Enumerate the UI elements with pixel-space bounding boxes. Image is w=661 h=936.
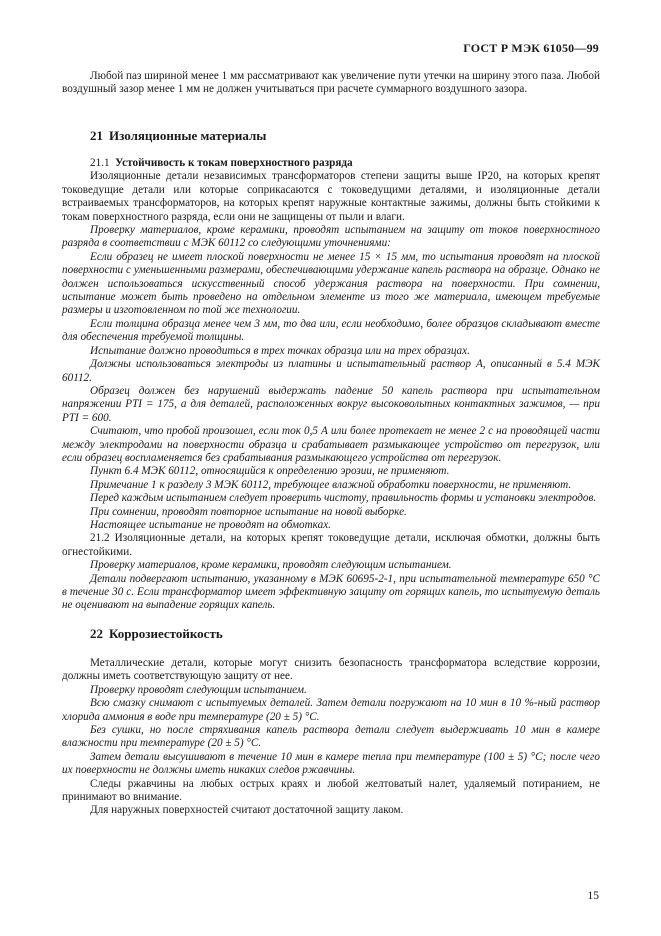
section-21-body [62, 157, 600, 613]
section-heading-22 [90, 626, 229, 642]
paragraph: Любой паз шириной менее 1 мм рассматривают как увеличение пути утечки на ширину этого паза. Любой воздушный зазор менее 1 мм не должен учитываться при расчете суммарного воздушного зазора. [62, 70, 600, 96]
paragraph: Если толщина образца менее чем 3 мм, то два или, если необходимо, более образцов складывают вместе для обеспечения требуемой толщины. [62, 317, 600, 344]
paragraph: Образец должен без нарушений выдержать падение 50 капель раствора при испытательном напряжении PTI = 175, а для деталей, расположенных вокруг высоковольтных контактных зажимов, — при PTI = 600. [62, 384, 600, 424]
paragraph: Всю смазку снимают с испытуемых деталей. Затем детали погружают на 10 мин в 10 %-ный раствор хлорида аммония в воде при температуре (20 ± 5) °С. [62, 697, 600, 723]
paragraph: Настоящее испытание не проводят на обмотках. [90, 518, 331, 531]
paragraph: Затем детали высушивают в течение 10 мин в камере тепла при температуре (100 ± 5) °С; после чего их поверхности не должны иметь никаких следов ржавчины. [62, 750, 600, 777]
paragraph: Если образец не имеет плоской поверхности не менее 15 × 15 мм, то испытания проводят на плоской поверхности с уменьшенными размерами, обеспечивающими удержание капель раствора на образце. Однако не должен использоваться искусственный способ удержания раствора на поверхности. При сомнении, испытание может быть проведено на отдельном элементе из того же материала, имеющем требуемые размеры и изготовленном по той же технологии. [62, 250, 600, 317]
paragraph: Металлические детали, которые могут снизить безопасность трансформатора вследствие коррозии, должны иметь соответствующую защиту от нее. [62, 657, 600, 683]
paragraph: Изоляционные детали независимых трансформаторов степени защиты выше IP20, на которых крепят токоведущие детали или которые соприкасаются с токоведущими деталями, и изоляционные детали встраиваемых трансформаторов, на которых крепят наружные контактные зажимы, должны быть стойкими к токам поверхностного разряда, если они не защищены от пыли и влаги. [62, 170, 600, 223]
paragraph: Проверку материалов, кроме керамики, проводят следующим испытанием. [90, 559, 452, 572]
paragraph: Должны использоваться электроды из платины и испытательный раствор А, описанный в 5.4 МЭК 60112. [62, 358, 600, 384]
paragraph: Детали подвергают испытанию, указанному в МЭК 60695-2-1, при испытательной температуре 650 °С в течение 30 с. Если трансформатор имеет эффективную защиту от горящих капель, то испытуемую деталь не оценивают на выпадение горящих капель. [62, 572, 600, 612]
subsection-heading [62, 157, 600, 170]
paragraph: Считают, что пробой произошел, если ток 0,5 А или более протекает не менее 2 с на проводящей части между электродами на поверхности образца и срабатывает размыкающее устройство от перегрузок, или если образец воспламеняется без срабатывания размыкающего устройства от перегрузок. [62, 425, 600, 464]
section-number: 22 [90, 626, 103, 641]
intro-block [62, 70, 600, 97]
paragraph: При сомнении, проводят повторное испытание на новой выборке. [90, 505, 407, 518]
paragraph: Примечание 1 к разделу 3 МЭК 60112, требующее влажной обработки поверхности, не применяют. [90, 478, 572, 491]
section-21-paragraphs [62, 170, 600, 612]
section-heading-21 [90, 128, 272, 144]
paragraph: Проверку материалов, кроме керамики, проводят испытанием на защиту от токов поверхностного разряда в соответствии с МЭК 60112 со следующими уточнениями: [62, 224, 600, 250]
paragraph: Пункт 6.4 МЭК 60112, относящийся к определению эрозии, не применяют. [90, 465, 450, 478]
paragraph: Испытание должно проводиться в трех точках образца или на трех образцах. [90, 344, 470, 357]
paragraph: 21.2 Изоляционные детали, на которых крепят токоведущие детали, исключая обмотки, должны быть огнестойкими. [62, 532, 600, 558]
section-title: Коррозиестойкость [109, 626, 223, 641]
section-22-paragraphs [62, 657, 600, 818]
page-header: ГОСТ Р МЭК 61050—99 [463, 41, 599, 55]
paragraph: Для наружных поверхностей считают достаточной защиту лаком. [90, 804, 404, 817]
subsection-title: Устойчивость к токам поверхностного разряда [115, 157, 353, 169]
paragraph: Следы ржавчины на любых острых краях и любой желтоватый налет, удаляемый потиранием, не принимают во внимание. [62, 777, 600, 804]
page-number: 15 [587, 890, 599, 902]
section-22-body [62, 657, 600, 818]
subsection-number: 21.1 [90, 157, 110, 169]
paragraph: Перед каждым испытанием следует проверить чистоту, правильность формы и установки электродов. [90, 492, 597, 505]
paragraph: Проверку проводят следующим испытанием. [90, 683, 307, 696]
section-number: 21 [90, 128, 103, 143]
section-title: Изоляционные материалы [109, 128, 267, 143]
paragraph: Без сушки, но после стряхивания капель раствора детали следует выдерживать 10 мин в камере влажности при температуре (20 ± 5) °С. [62, 724, 600, 750]
